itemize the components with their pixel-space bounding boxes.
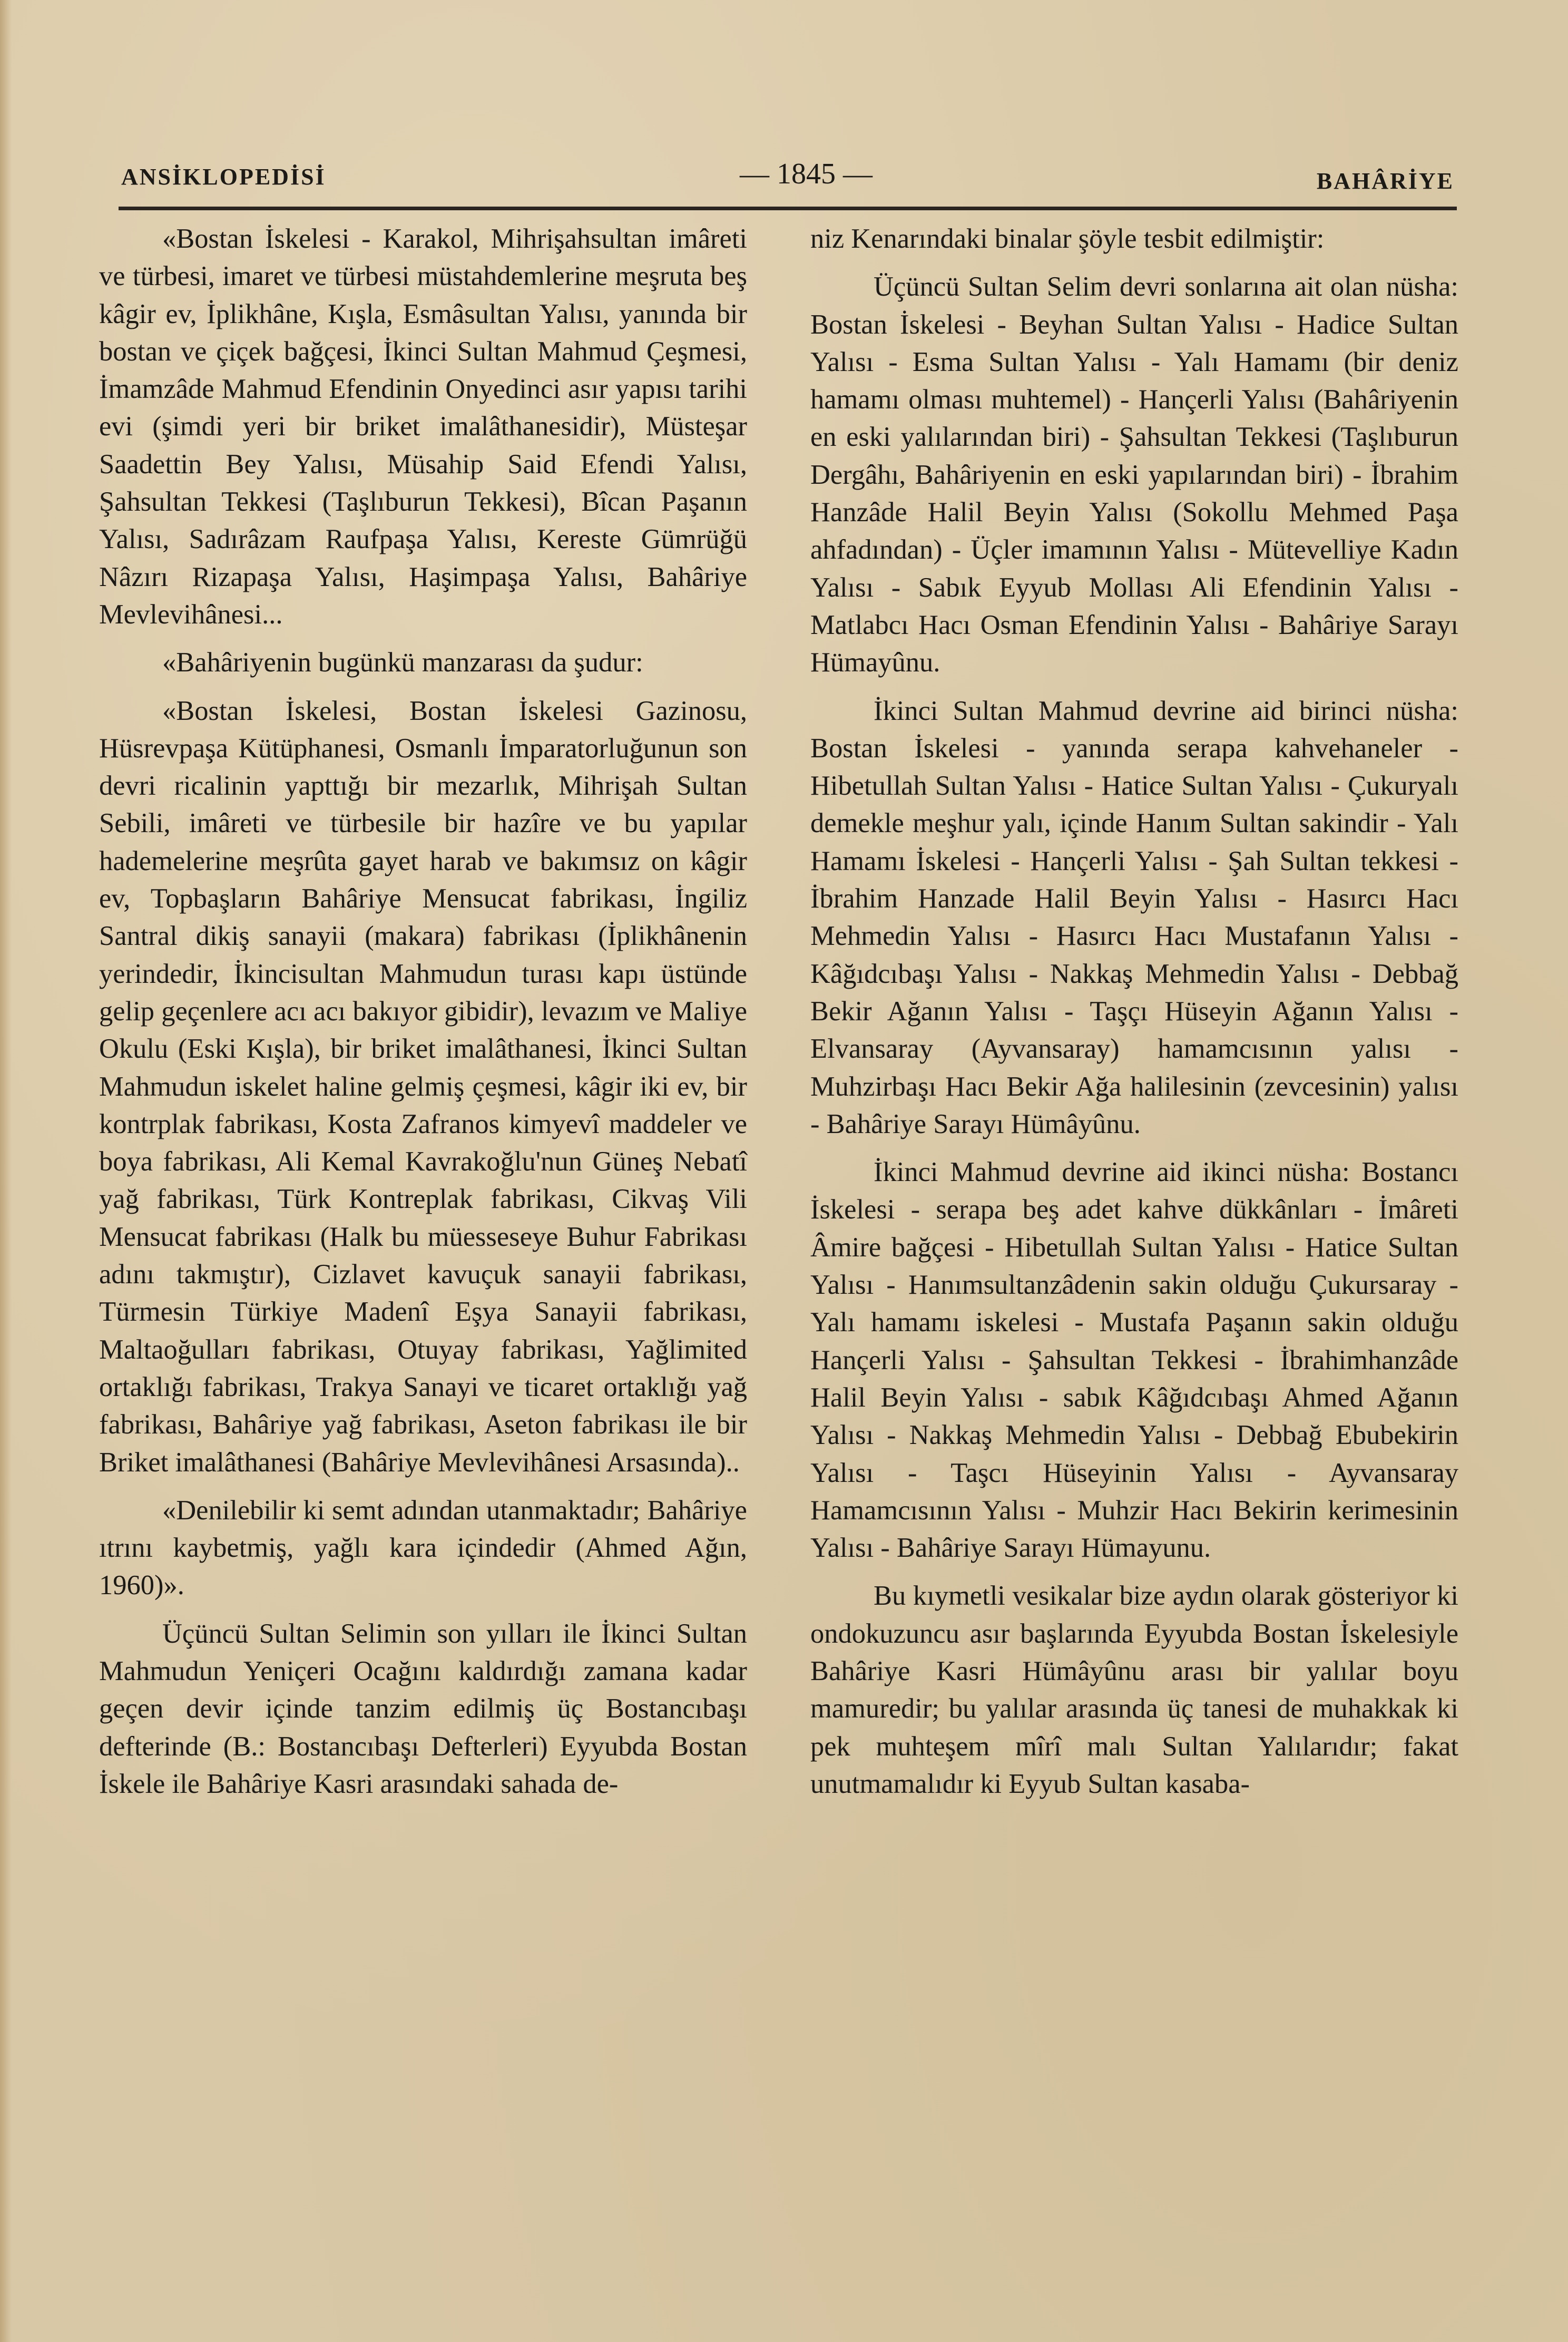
paragraph: Üçüncü Sultan Selim devri sonlarına ait olan nüsha: Bostan İskelesi - Beyhan Sultan Yalısı - Hadice Sultan Yalısı - Esma Sultan Yalısı - Yalı Hamamı (bir deniz hamamı olması muhtemel) - Hançerli Yalısı (Bahâriyenin en eski yalılarından biri) - Şahsultan Tekkesi (Taşlıburun Dergâhı, Bahâriyenin en eski yapılarından biri) - İbrahim Hanzâde Halil Beyin Yalısı (Sokollu Mehmed Paşa ahfadından) - Üçler imamının Yalısı - Mütevelliye Kadın Yalısı - Sabık Eyyub Mollası Ali Efendinin Yalısı - Matlabcı Hacı Osman Efendinin Yalısı - Bahâriye Sarayı Hümayûnu. <box>810 271 1458 678</box>
left-column <box>99 220 747 1813</box>
paragraph: «Bahâriyenin bugünkü manzarası da şudur: <box>162 647 643 678</box>
page-number: — 1845 — <box>740 158 873 190</box>
paragraph: İkinci Sultan Mahmud devrine aid birinci nüsha: Bostan İskelesi - yanında serapa kahvehaneler - Hibetullah Sultan Yalısı - Hatice Sultan Yalısı - Çukuryalı demekle meşhur yalı, içinde Hanım Sultan sakindir - Yalı Hamamı İskelesi - Hançerli Yalısı - Şah Sultan tekkesi - İbrahim Hanzade Halil Beyin Yalısı - Hasırcı Hacı Mehmedin Yalısı - Hasırcı Hacı Mustafanın Yalısı - Kâğıdcıbaşı Yalısı - Nakkaş Mehmedin Yalısı - Debbağ Bekir Ağanın Yalısı - Taşçı Hüseyin Ağanın Yalısı - Elvansaray (Ayvansaray) hamamcısının yalısı - Muhzirbaşı Hacı Bekir Ağa halilesinin (zevcesinin) yalısı - Bahâriye Sarayı Hümâyûnu. <box>810 695 1458 1139</box>
paragraph-continuation: niz Kenarındaki binalar şöyle tesbit edilmiştir: <box>810 223 1325 254</box>
paragraph: «Bostan İskelesi - Karakol, Mihrişahsultan imâreti ve türbesi, imaret ve türbesi müstahdemlerine meşruta beş kâgir ev, İplikhâne, Kışla, Esmâsultan Yalısı, yanında bir bostan ve çiçek bağçesi, İkinci Sultan Mahmud Çeşmesi, İmamzâde Mahmud Efendinin Onyedinci asır yapısı tarihi evi (şimdi yeri bir briket imalâthanesidir), Müsteşar Saadettin Bey Yalısı, Müsahip Said Efendi Yalısı, Şahsultan Tekkesi (Taşlıburun Tekkesi), Bîcan Paşanın Yalısı, Sadırâzam Raufpaşa Yalısı, Kereste Gümrüğü Nâzırı Rizapaşa Yalısı, Haşimpaşa Yalısı, Bahâriye Mevlevihânesi... <box>99 223 747 630</box>
header-rule <box>119 207 1457 210</box>
paragraph: Üçüncü Sultan Selimin son yılları ile İkinci Sultan Mahmudun Yeniçeri Ocağını kaldırdığı zamana kadar geçen devir içinde tanzim edilmiş üç Bostancıbaşı defterinde (B.: Bostancıbaşı Defterleri) Eyyubda Bostan İskele ile Bahâriye Kasri arasındaki sahada de- <box>99 1618 747 1799</box>
paragraph: Bu kıymetli vesikalar bize aydın olarak gösteriyor ki ondokuzuncu asır başlarında Eyyubda Bostan İskelesiyle Bahâriye Kasri Hümâyûnu arası bir yalılar boyu mamuredir; bu yalılar arasında üç tanesi de muhakkak ki pek muhteşem mîrî malı Sultan Yalılarıdır; fakat unutmamalıdır ki Eyyub Sultan kasaba- <box>810 1580 1458 1799</box>
paragraph: İkinci Mahmud devrine aid ikinci nüsha: Bostancı İskelesi - serapa beş adet kahve dükkânları - İmâreti Âmire bağçesi - Hibetullah Sultan Yalısı - Hatice Sultan Yalısı - Hanımsultanzâdenin sakin olduğu Çukursaray - Yalı hamamı iskelesi - Mustafa Paşanın sakin olduğu Hançerli Yalısı - Şahsultan Tekkesi - İbrahimhanzâde Halil Beyin Yalısı - sabık Kâğıdcıbaşı Ahmed Ağanın Yalısı - Nakkaş Mehmedin Yalısı - Debbağ Ebubekirin Yalısı - Taşcı Hüseyinin Yalısı - Ayvansaray Hamamcısının Yalısı - Muhzir Hacı Bekirin kerimesinin Yalısı - Bahâriye Sarayı Hümayunu. <box>810 1157 1458 1564</box>
header-entry-title: BAHÂRİYE <box>1316 168 1454 194</box>
page-header <box>121 153 1454 211</box>
paragraph: «Bostan İskelesi, Bostan İskelesi Gazinosu, Hüsrevpaşa Kütüphanesi, Osmanlı İmparatorluğunun son devri ricalinin yapttığı bir mezarlık, Mihrişah Sultan Sebili, imâreti ve türbesile bir hazîre ve bu yapılar hademelerine meşrûta gayet harab ve bakımsız on kâgir ev, Topbaşların Bahâriye Mensucat fabrikası, İngiliz Santral dikiş sanayii (makara) fabrikası (İplikhânenin yerindedir, İkincisultan Mahmudun turası kapı üstünde gelip geçenlere acı acı bakıyor gibidir), levazım ve Maliye Okulu (Eski Kışla), bir briket imalâthanesi, İkinci Sultan Mahmudun iskelet haline gelmiş çeşmesi, kâgir iki ev, bir kontrplak fabrikası, Kosta Zafranos kimyevî maddeler ve boya fabrikası, Ali Kemal Kavrakoğlu'nun Güneş Nebatî yağ fabrikası, Türk Kontreplak fabrikası, Cikvaş Vili Mensucat fabrikası (Halk bu müesseseye Buhur Fabrikası adını takmıştır), Cizlavet kavuçuk sanayii fabrikası, Türmesin Türkiye Madenî Eşya Sanayii fabrikası, Maltaoğulları fabrikası, Otuyay fabrikası, Yağlimited ortaklığı fabrikası, Trakya Sanayi ve ticaret ortaklığı yağ fabrikası, Bahâriye yağ fabrikası, Aseton fabrikası ile bir Briket imalâthanesi (Bahâriye Mevlevihânesi Arsasında).. <box>99 695 747 1478</box>
page-edge-shadow <box>0 0 12 2342</box>
header-encyclopedia-label: ANSİKLOPEDİSİ <box>121 164 326 190</box>
paragraph: «Denilebilir ki semt adından utanmaktadır; Bahâriye ıtrını kaybetmiş, yağlı kara içindedir (Ahmed Ağın, 1960)». <box>99 1495 747 1601</box>
right-column <box>810 220 1458 1813</box>
